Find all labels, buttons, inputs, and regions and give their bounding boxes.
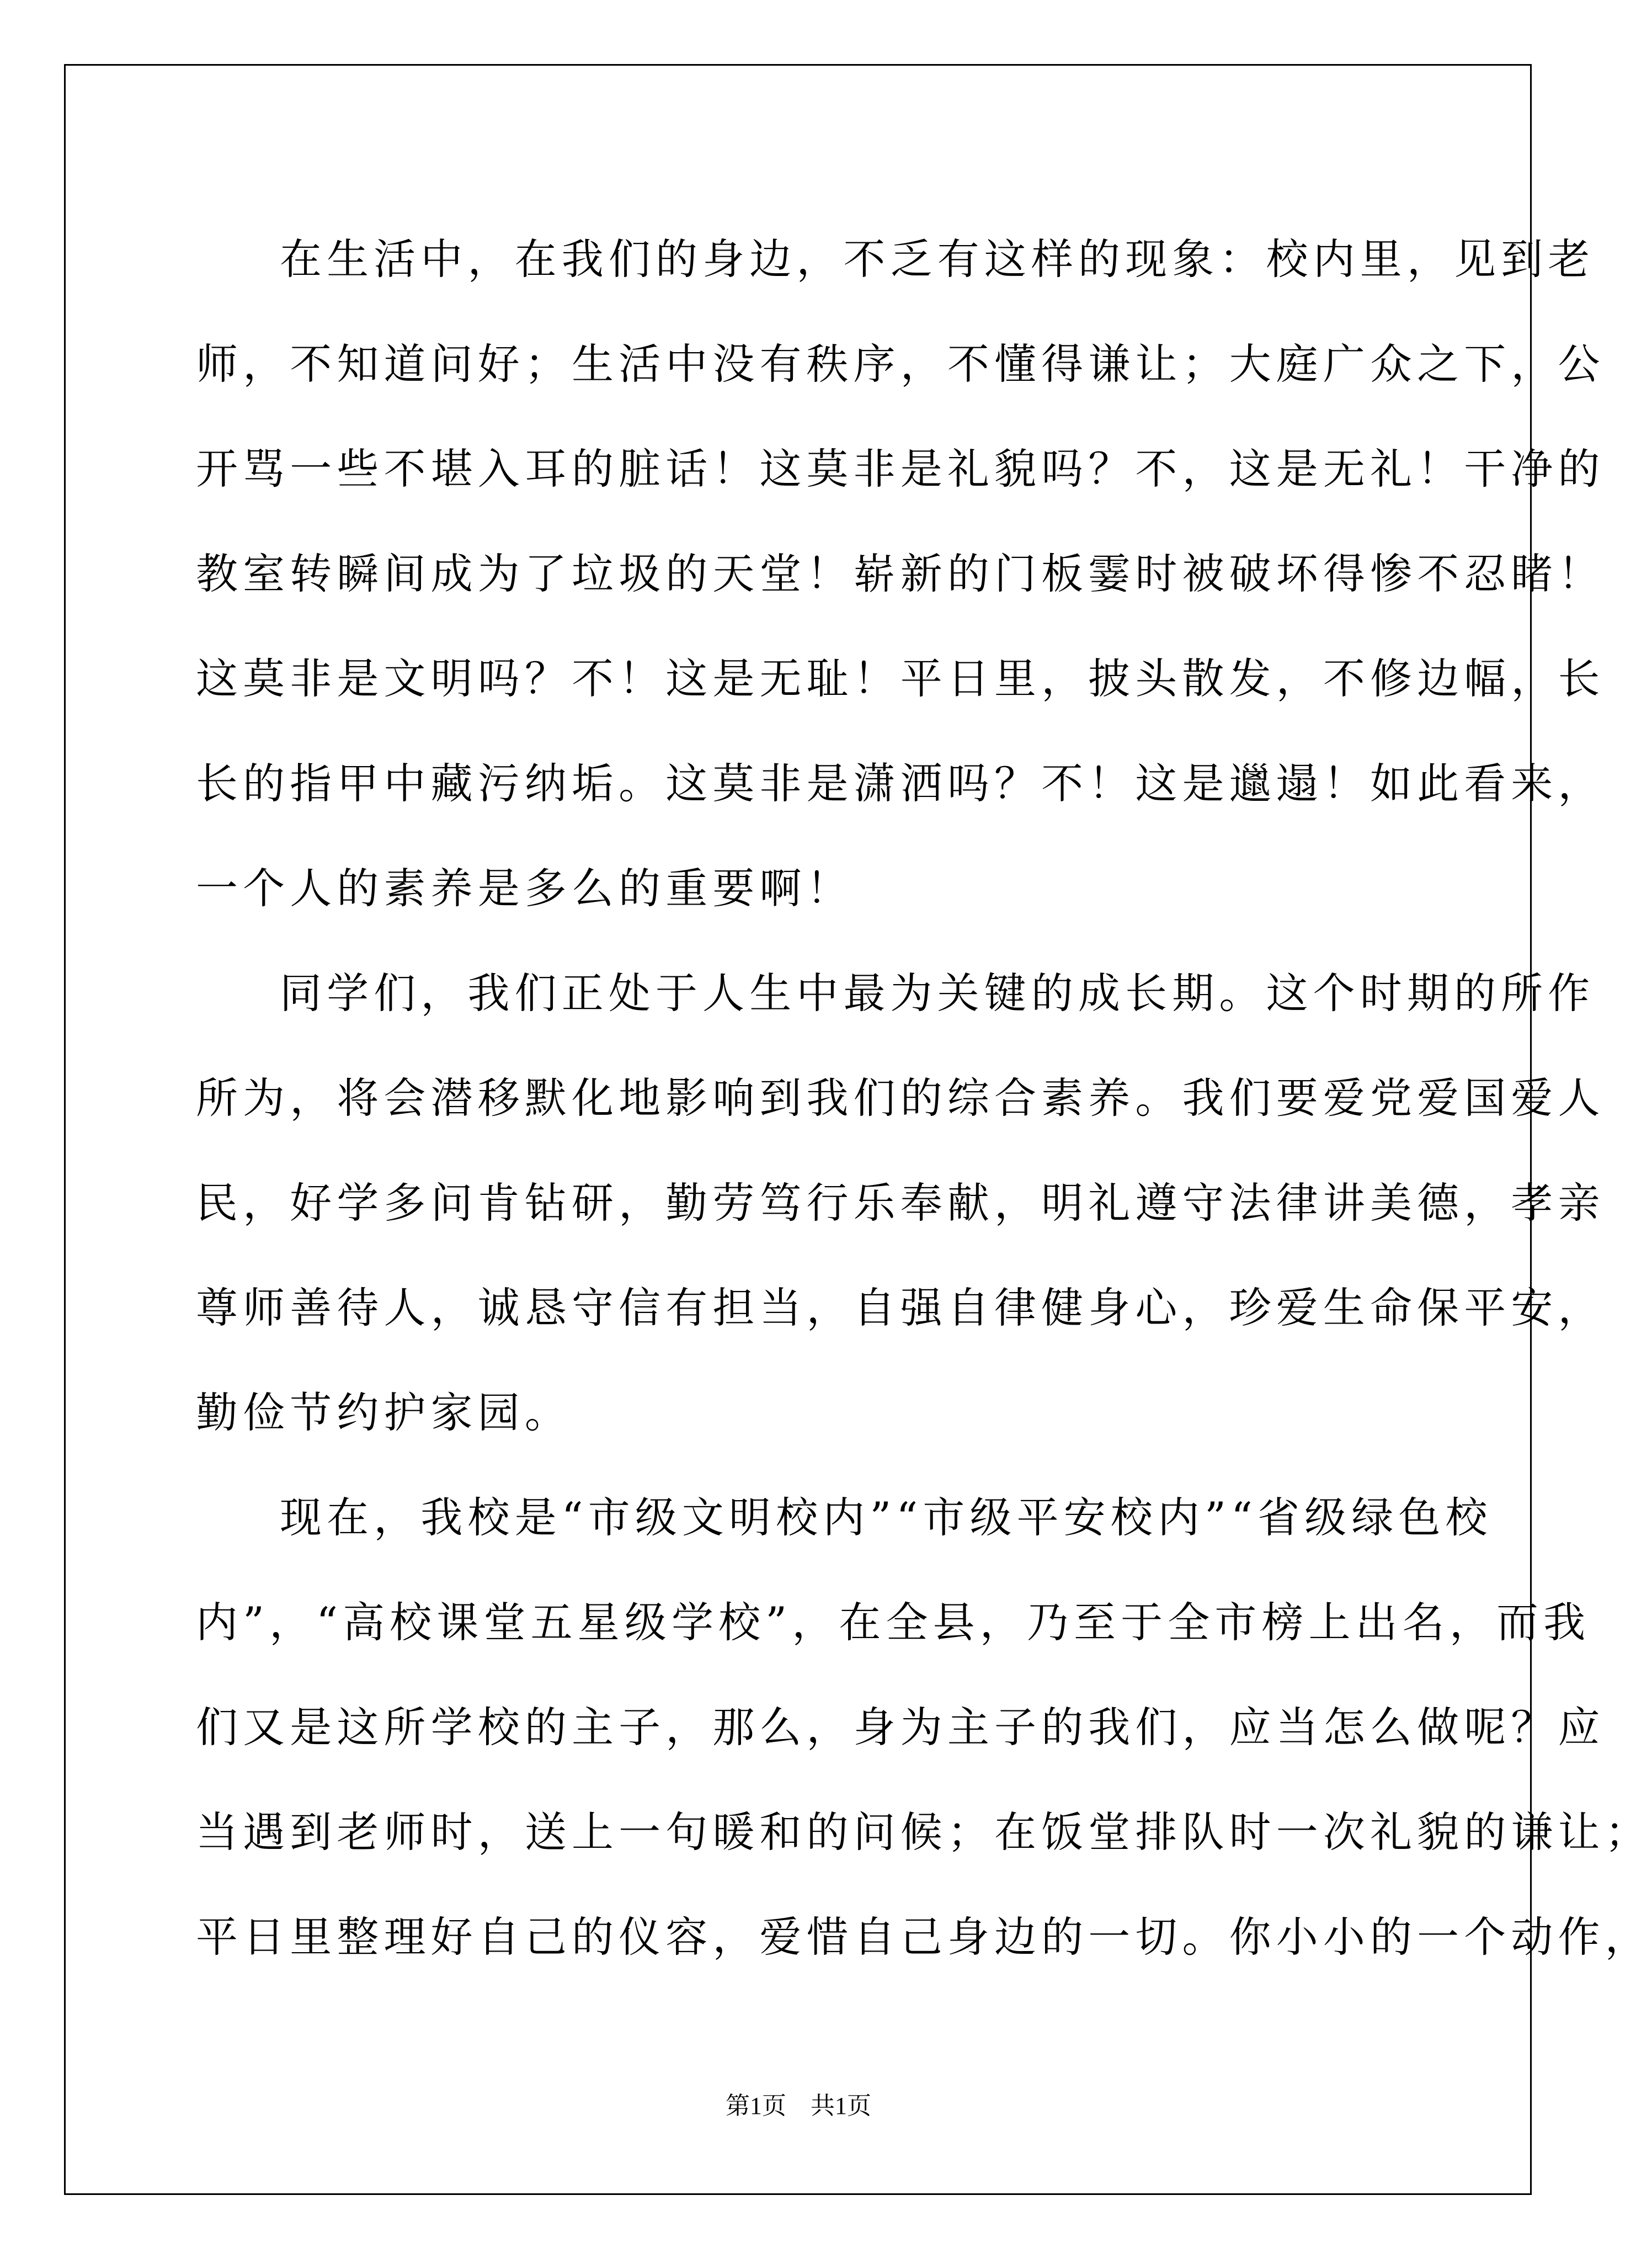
text-line: 们又是这所学校的主子，那么，身为主子的我们，应当怎么做呢？应 (196, 1703, 1605, 1752)
text-line: 民，好学多问肯钻研，勤劳笃行乐奉献，明礼遵守法律讲美德，孝亲 (196, 1178, 1605, 1227)
document-body (196, 207, 1652, 1990)
text-line: 这莫非是文明吗？不！这是无耻！平日里，披头散发，不修边幅，长 (196, 654, 1605, 703)
text-line: 开骂一些不堪入耳的脏话！这莫非是礼貌吗？不，这是无礼！干净的 (196, 444, 1605, 493)
text-line: 尊师善待人，诚恳守信有担当，自强自律健身心，珍爱生命保平安， (196, 1283, 1605, 1332)
text-line: 教室转瞬间成为了垃圾的天堂！崭新的门板霎时被破坏得惨不忍睹！ (196, 549, 1605, 598)
text-line: 当遇到老师时，送上一句暖和的问候；在饭堂排队时一次礼貌的谦让； (196, 1808, 1652, 1857)
text-line: 内”，“高校课堂五星级学校”，在全县，乃至于全市榜上出名，而我 (196, 1598, 1591, 1647)
page-number-footer: 第1页 共1页 (726, 2092, 871, 2119)
text-line: 一个人的素养是多么的重要啊！ (196, 864, 854, 913)
text-line: 同学们，我们正处于人生中最为关键的成长期。这个时期的所作 (280, 969, 1595, 1018)
text-line: 师，不知道问好；生活中没有秩序，不懂得谦让；大庭广众之下，公 (196, 339, 1605, 389)
text-line: 在生活中，在我们的身边，不乏有这样的现象：校内里，见到老 (280, 235, 1595, 284)
text-line: 长的指甲中藏污纳垢。这莫非是潇洒吗？不！这是邋遢！如此看来， (196, 759, 1605, 808)
text-line: 现在，我校是“市级文明校内”“市级平安校内”“省级绿色校 (280, 1493, 1493, 1542)
text-line: 平日里整理好自己的仪容，爱惜自己身边的一切。你小小的一个动作， (196, 1912, 1652, 1962)
text-line: 所为，将会潜移默化地影响到我们的综合素养。我们要爱党爱国爱人 (196, 1073, 1605, 1123)
text-line: 勤俭节约护家园。 (196, 1388, 572, 1437)
